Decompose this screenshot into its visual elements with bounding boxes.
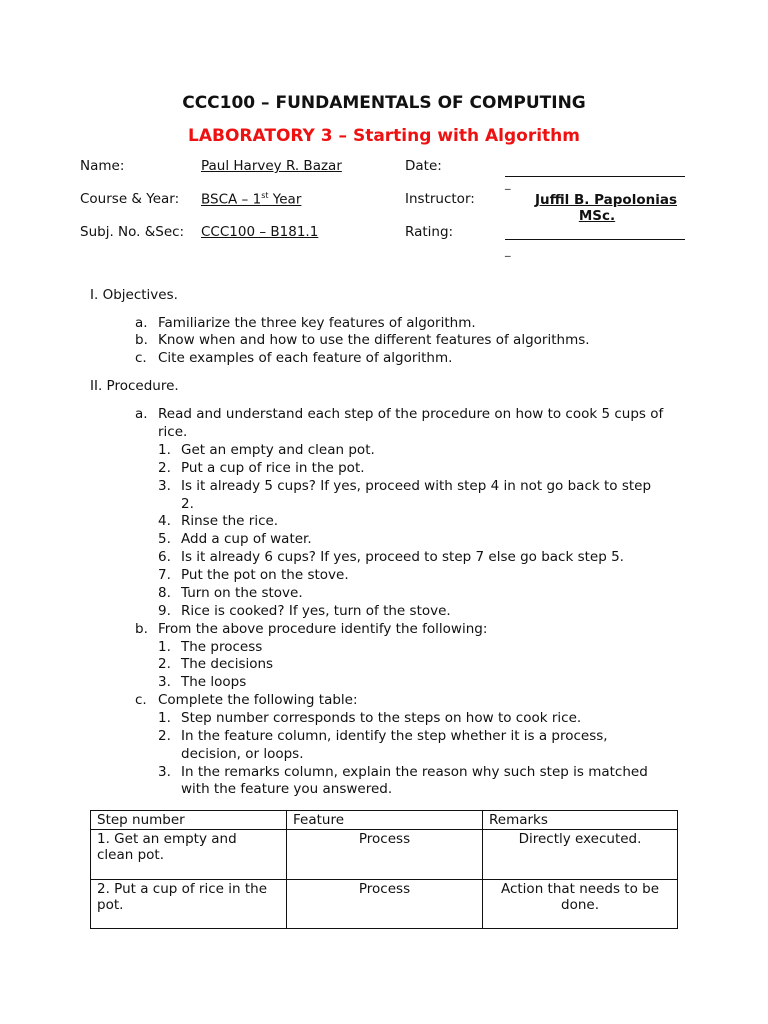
procedure-a-marker: a. bbox=[135, 406, 148, 422]
rating-label: Rating: bbox=[405, 224, 454, 240]
step-text: Get an empty and clean pot. bbox=[181, 442, 375, 458]
subj-value: CCC100 – B181.1 bbox=[201, 224, 319, 240]
feature-cell: Process bbox=[287, 830, 483, 880]
step-text: Turn on the stove. bbox=[181, 585, 303, 601]
step-number: 6. bbox=[158, 549, 171, 565]
objectives-heading: I. Objectives. bbox=[90, 287, 178, 303]
step-number: 7. bbox=[158, 567, 171, 583]
rating-blank-line bbox=[505, 239, 685, 240]
step-number: 2. bbox=[158, 460, 171, 476]
feature-cell: Process bbox=[287, 880, 483, 929]
table-row bbox=[91, 830, 678, 880]
step-text: Rinse the rice. bbox=[181, 513, 279, 529]
procedure-b-text: From the above procedure identify the following: bbox=[158, 621, 488, 637]
step-number: 4. bbox=[158, 513, 171, 529]
step-number: 1. bbox=[158, 442, 171, 458]
step-text: Put a cup of rice in the pot. bbox=[181, 460, 365, 476]
step-number: 8. bbox=[158, 585, 171, 601]
name-label: Name: bbox=[80, 158, 125, 174]
date-blank-tail: _ bbox=[505, 177, 511, 190]
step-text: Is it already 6 cups? If yes, proceed to step 7 else go back step 5. bbox=[181, 549, 624, 565]
instructor-degree: MSc. bbox=[578, 208, 616, 224]
step-text: Add a cup of water. bbox=[181, 531, 312, 547]
step-text-cont: with the feature you answered. bbox=[181, 781, 393, 797]
subj-label: Subj. No. &Sec: bbox=[80, 224, 185, 240]
step-text: In the remarks column, explain the reason why such step is matched bbox=[181, 764, 648, 780]
instructor-label: Instructor: bbox=[405, 191, 475, 207]
list-item-text: Know when and how to use the different features of algorithms. bbox=[158, 332, 590, 348]
course-title: CCC100 – FUNDAMENTALS OF COMPUTING bbox=[182, 93, 586, 113]
step-text: In the feature column, identify the step whether it is a process, bbox=[181, 728, 608, 744]
procedure-b-marker: b. bbox=[135, 621, 148, 637]
steps-table bbox=[90, 810, 678, 929]
step-number: 9. bbox=[158, 603, 171, 619]
procedure-c-text: Complete the following table: bbox=[158, 692, 358, 708]
procedure-a-text-cont: rice. bbox=[158, 424, 188, 440]
procedure-a-text: Read and understand each step of the procedure on how to cook 5 cups of bbox=[158, 406, 664, 422]
table-header-row bbox=[91, 811, 678, 830]
list-item-text: Familiarize the three key features of algorithm. bbox=[158, 315, 476, 331]
course-value: BSCA – 1st Year bbox=[201, 191, 302, 208]
step-number: 1. bbox=[158, 710, 171, 726]
step-cell: 1. Get an empty and clean pot. bbox=[91, 830, 287, 880]
name-value: Paul Harvey R. Bazar bbox=[201, 158, 342, 174]
list-item: c. bbox=[135, 350, 147, 366]
step-text: The decisions bbox=[181, 656, 274, 672]
procedure-heading: II. Procedure. bbox=[90, 378, 179, 394]
step-text-cont: decision, or loops. bbox=[181, 746, 304, 762]
step-text: The process bbox=[181, 639, 263, 655]
column-header-feature: Feature bbox=[287, 811, 483, 830]
step-text: Step number corresponds to the steps on how to cook rice. bbox=[181, 710, 582, 726]
step-text: The loops bbox=[181, 674, 247, 690]
date-label: Date: bbox=[405, 158, 442, 174]
remarks-cell: Action that needs to be done. bbox=[483, 880, 678, 929]
step-number: 3. bbox=[158, 478, 171, 494]
step-number: 2. bbox=[158, 656, 171, 672]
list-item: b. bbox=[135, 332, 148, 348]
instructor-name: Juffil B. Papolonias bbox=[534, 192, 677, 208]
table-row bbox=[91, 880, 678, 929]
remarks-cell: Directly executed. bbox=[483, 830, 678, 880]
list-item: a. bbox=[135, 315, 148, 331]
step-text: Is it already 5 cups? If yes, proceed with step 4 in not go back to step bbox=[181, 478, 652, 494]
step-cell: 2. Put a cup of rice in the pot. bbox=[91, 880, 287, 929]
course-label: Course & Year: bbox=[80, 191, 180, 207]
step-text: Put the pot on the stove. bbox=[181, 567, 349, 583]
step-text-cont: 2. bbox=[181, 496, 194, 512]
step-number: 2. bbox=[158, 728, 171, 744]
list-item-text: Cite examples of each feature of algorithm. bbox=[158, 350, 453, 366]
step-number: 1. bbox=[158, 639, 171, 655]
step-number: 5. bbox=[158, 531, 171, 547]
procedure-c-marker: c. bbox=[135, 692, 147, 708]
column-header-remarks: Remarks bbox=[483, 811, 678, 830]
rating-blank-tail: _ bbox=[505, 244, 511, 257]
lab-title: LABORATORY 3 – Starting with Algorithm bbox=[188, 126, 580, 146]
step-number: 3. bbox=[158, 764, 171, 780]
date-blank-line bbox=[505, 176, 685, 177]
step-number: 3. bbox=[158, 674, 171, 690]
step-text: Rice is cooked? If yes, turn of the stove. bbox=[181, 603, 451, 619]
column-header-step: Step number bbox=[91, 811, 287, 830]
